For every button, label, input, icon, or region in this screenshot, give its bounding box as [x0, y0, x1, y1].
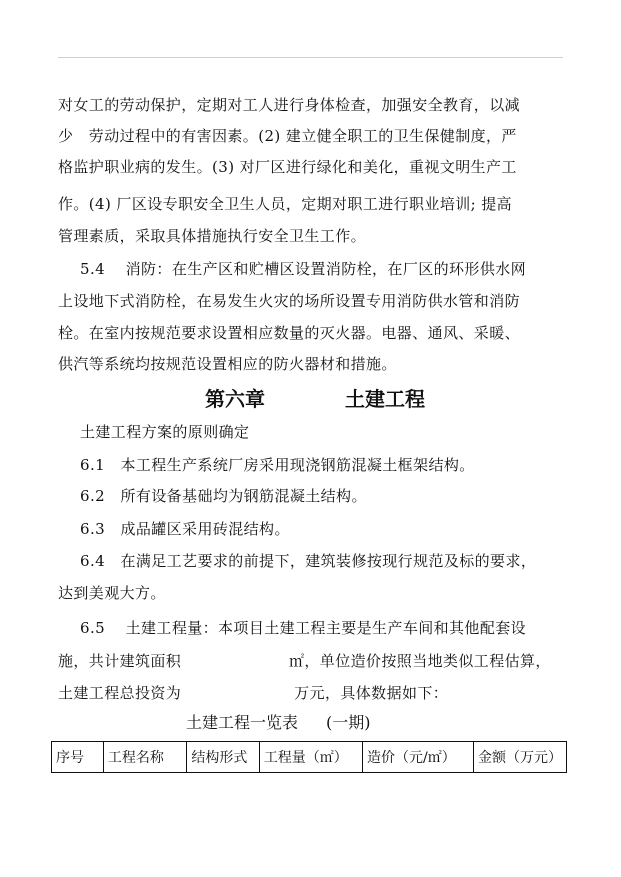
header-rule	[58, 57, 563, 58]
chapter-title: 土建工程	[345, 387, 425, 411]
body-line: 作。(4) 厂区设专职安全卫生人员，定期对职工进行职业培训; 提高	[58, 195, 513, 213]
section-line: 6.3 成品罐区采用砖混结构。	[80, 520, 290, 538]
section-line: 6.2 所有设备基础均为钢筋混凝土结构。	[80, 487, 367, 505]
section-line: 6.4 在满足工艺要求的前提下，建筑装修按现行规范及标的要求，	[80, 552, 537, 570]
section-line: 土建工程总投资为 万元，具体数据如下：	[58, 684, 449, 702]
header-cell-quantity: 工程量（㎡）	[259, 742, 362, 773]
table-caption-title: 土建工程一览表	[186, 713, 299, 732]
body-line: 格监护职业病的发生。(3) 对厂区进行绿化和美化，重视文明生产工	[58, 158, 517, 176]
table-caption-phase: (一期)	[326, 713, 371, 732]
body-line: 对女工的劳动保护，定期对工人进行身体检查，加强安全教育，以减	[58, 96, 521, 114]
section-line: 6.5 土建工程量：本项目土建工程主要是生产车间和其他配套设	[80, 619, 527, 637]
chapter-heading	[205, 386, 425, 412]
header-cell-index: 序号	[52, 742, 104, 773]
body-line: 少 劳动过程中的有害因素。(2) 建立健全职工的卫生保健制度，严	[58, 127, 517, 145]
header-cell-unit-cost: 造价（元/㎡）	[363, 742, 474, 773]
section-line: 达到美观大方。	[58, 584, 166, 602]
header-cell-name: 工程名称	[103, 742, 187, 773]
body-line: 上设地下式消防栓，在易发生火灾的场所设置专用消防供水管和消防	[58, 292, 521, 310]
header-cell-amount: 金额（万元）	[474, 742, 567, 773]
section-line: 土建工程方案的原则确定	[80, 423, 250, 441]
body-line: 5.4 消防：在生产区和贮槽区设置消防栓，在厂区的环形供水网	[80, 260, 527, 278]
body-line: 栓。在室内按规范要求设置相应数量的灭火器。电器、通风、采暖、	[58, 324, 521, 342]
table-header-row	[52, 742, 567, 773]
construction-summary-table	[51, 741, 567, 773]
chapter-number: 第六章	[205, 387, 265, 411]
body-line: 管理素质，采取具体措施执行安全卫生工作。	[58, 227, 367, 245]
body-line: 供汽等系统均按规范设置相应的防火器材和措施。	[58, 355, 397, 373]
section-line: 6.1 本工程生产系统厂房采用现浇钢筋混凝土框架结构。	[80, 456, 475, 474]
section-line: 施，共计建筑面积 ㎡，单位造价按照当地类似工程估算，	[58, 652, 551, 670]
header-cell-structure: 结构形式	[187, 742, 259, 773]
table-caption	[186, 712, 371, 734]
